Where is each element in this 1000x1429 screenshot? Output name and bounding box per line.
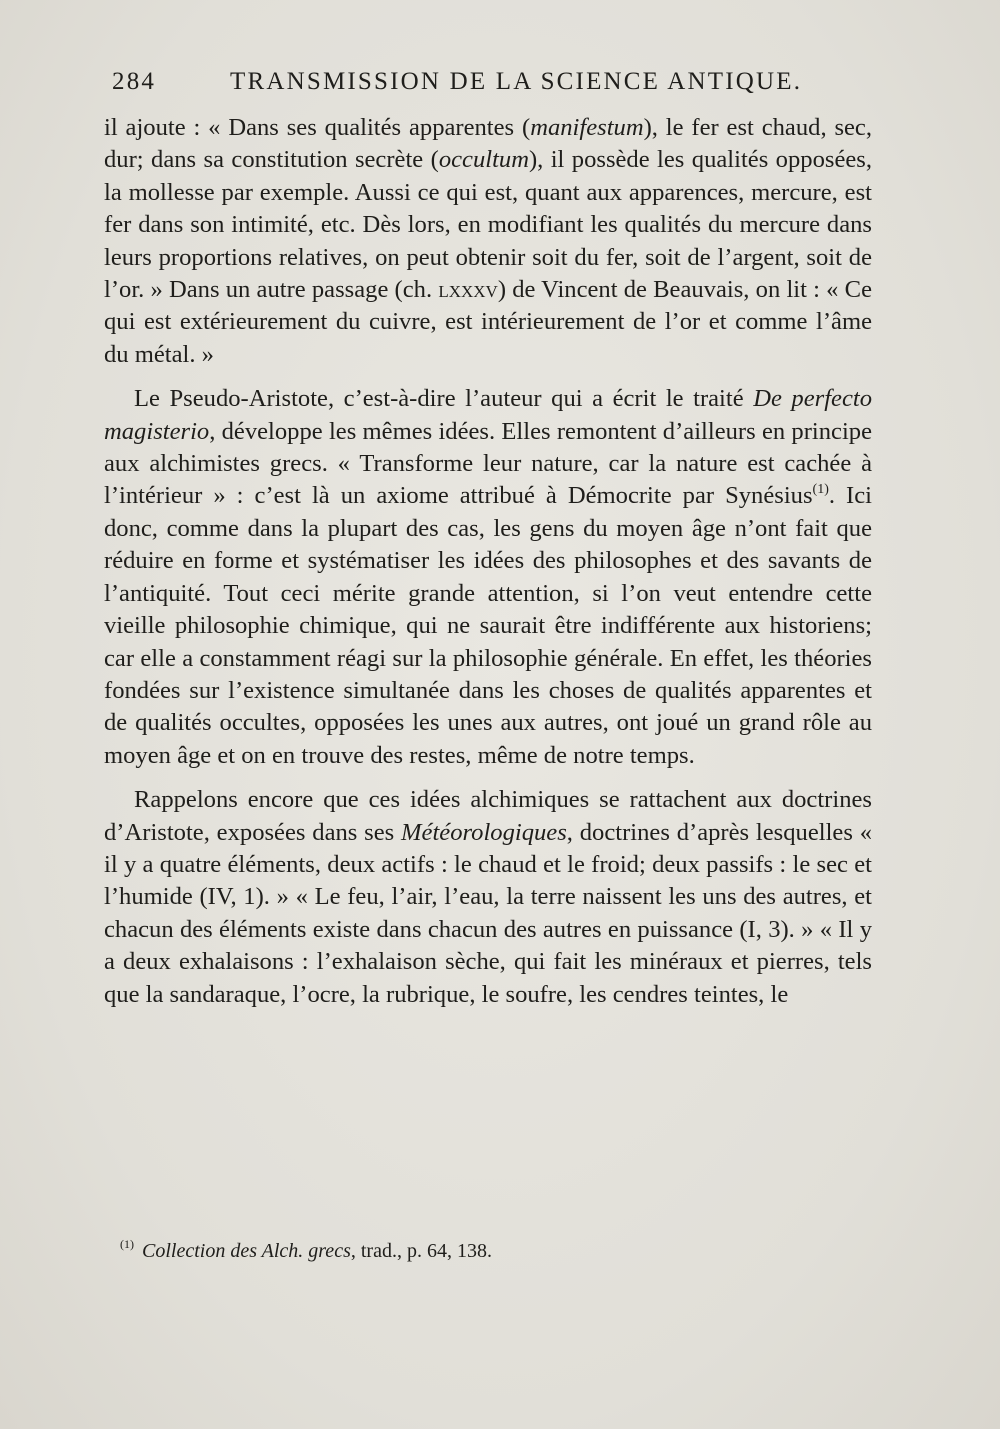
footnote-reference[interactable]: (1)	[812, 482, 829, 498]
text-run: Rappelons encore que ces idées alchimiques se rattachent aux doctrines d’Aristote, exposées dans ses	[104, 786, 872, 846]
page-number: 284	[112, 68, 157, 95]
italic-title: Météorologiques	[401, 818, 567, 846]
paragraph	[104, 383, 872, 772]
running-title: TRANSMISSION DE LA SCIENCE ANTIQUE.	[230, 68, 803, 95]
text-run: ) de Vincent de Beauvais, on lit : « Ce qui est extérieurement du cuivre, est intérieurement de l’or et comme l’âme du métal. »	[104, 276, 872, 368]
running-head	[112, 68, 872, 108]
text-run: il ajoute : « Dans ses qualités apparentes (	[104, 114, 531, 141]
footnote	[120, 1238, 860, 1264]
chapter-number: lxxxv	[438, 276, 498, 304]
footnote-marker: (1)	[120, 1237, 134, 1251]
text-run: , développe les mêmes idées. Elles remontent d’ailleurs en principe aux alchimistes grecs. « Transforme leur nature, car la nature est cachée à l’intérieur » : c’est là un axiome attribué à Démocrite par Synésius	[104, 417, 872, 510]
text-run: ), le fer est chaud, sec, dur; dans sa constitution secrète (	[104, 114, 873, 174]
text-run: ), il possède les qualités opposées, la mollesse par exemple. Aussi ce qui est, quant aux apparences, mercure, est fer dans son intimité, etc. Dès lors, en modifiant les qualités du mercure dans leurs proportions relatives, on peut obtenir soit du fer, soit de l’argent, soit de l’or. » Dans un autre passage (ch.	[104, 146, 872, 304]
body-text	[104, 112, 872, 1011]
footnote-source: Collection des Alch. grecs	[142, 1240, 351, 1262]
italic-title: De perfecto magisterio	[104, 385, 872, 445]
italic-term-manifestum: manifestum	[530, 114, 644, 141]
text-run: . Ici donc, comme dans la plupart des cas, les gens du moyen âge n’ont fait que réduire en forme et systématiser les idées des philosophes et des savants de l’antiquité. Tout ceci mérite grande attention, si l’on veut entendre cette vieille philosophie chimique, qui ne saurait être indifférente aux historiens; car elle a constamment réagi sur la philosophie générale. En effet, les théories fondées sur l’existence simultanée dans les choses de qualités apparentes et de qualités occultes, opposées les unes aux autres, ont joué un grand rôle au moyen âge et on en trouve des restes, même de notre temps.	[104, 482, 872, 769]
italic-term-occultum: occultum	[438, 146, 529, 174]
paragraph	[104, 784, 872, 1011]
paragraph	[104, 112, 872, 371]
footnote-text: , trad., p. 64, 138.	[350, 1240, 492, 1262]
text-run: , doctrines d’après lesquelles « il y a quatre éléments, deux actifs : le chaud et le froid; deux passifs : le sec et l’humide (IV, 1). » « Le feu, l’air, l’eau, la terre naissent les uns des autres, et chacun des éléments existe dans chacun des autres en puissance (I, 3). » « Il y a deux exhalaisons : l’exhalaison sèche, qui fait les minéraux et pierres, tels que la sandaraque, l’ocre, la rubrique, le soufre, les cendres teintes, le	[104, 818, 872, 1008]
text-run: Le Pseudo-Aristote, c’est-à-dire l’auteur qui a écrit le traité	[134, 385, 754, 413]
